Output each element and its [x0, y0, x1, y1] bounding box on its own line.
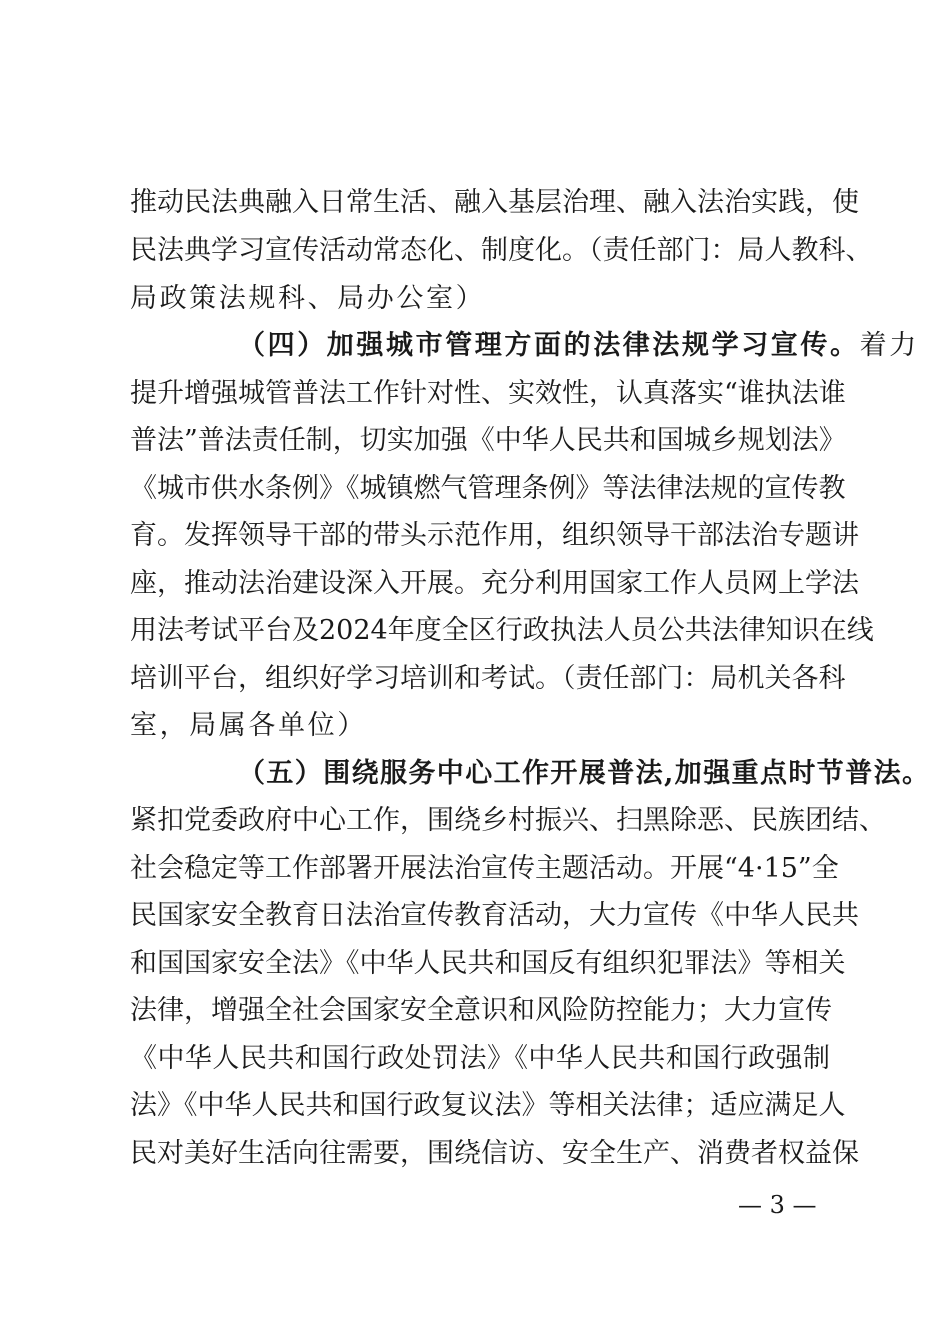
body-line: 提升增强城管普法工作针对性、实效性，认真落实“谁执法谁: [130, 378, 846, 409]
body-line: 培训平台，组织好学习培训和考试。（责任部门：局机关各科: [130, 663, 846, 694]
body-line: 法》《中华人民共和国行政复议法》等相关法律；适应满足人: [130, 1090, 846, 1121]
page-number: — 3 —: [738, 1191, 817, 1219]
section-heading-5: （五）围绕服务中心工作开展普法,加强重点时节普法。: [238, 758, 931, 789]
body-line: 社会稳定等工作部署开展法治宣传主题活动。开展“4·15”全: [130, 853, 839, 884]
body-line: 民法典学习宣传活动常态化、制度化。（责任部门：局人教科、: [130, 235, 873, 266]
body-line: 民对美好生活向往需要，围绕信访、安全生产、消费者权益保: [130, 1138, 859, 1169]
body-line: 和国国家安全法》《中华人民共和国反有组织犯罪法》等相关: [130, 948, 846, 979]
body-line: 紧扣党委政府中心工作，围绕乡村振兴、扫黑除恶、民族团结、: [130, 805, 886, 836]
section-heading-4-tail: 着力: [859, 330, 919, 361]
body-line: 局政策法规科、局办公室）: [130, 283, 486, 314]
body-line: 普法”普法责任制，切实加强《中华人民共和国城乡规划法》: [130, 425, 846, 456]
body-line: 法律，增强全社会国家安全意识和风险防控能力；大力宣传: [130, 995, 832, 1026]
body-line: 民国家安全教育日法治宣传教育活动，大力宣传《中华人民共: [130, 900, 859, 931]
body-line: 座，推动法治建设深入开展。充分利用国家工作人员网上学法: [130, 568, 859, 599]
body-line: 《城市供水条例》《城镇燃气管理条例》等法律法规的宣传教: [130, 473, 846, 504]
body-line: 室，局属各单位）: [130, 710, 367, 741]
body-line: 育。发挥领导干部的带头示范作用，组织领导干部法治专题讲: [130, 520, 859, 551]
section-heading-4-title: （四）加强城市管理方面的法律法规学习宣传。: [238, 330, 860, 361]
section-heading-4: [238, 326, 919, 366]
body-line: 推动民法典融入日常生活、融入基层治理、融入法治实践，使: [130, 187, 859, 218]
body-line: 用法考试平台及2024年度全区行政执法人员公共法律知识在线: [130, 615, 874, 646]
body-line: 《中华人民共和国行政处罚法》《中华人民共和国行政强制: [130, 1043, 830, 1074]
